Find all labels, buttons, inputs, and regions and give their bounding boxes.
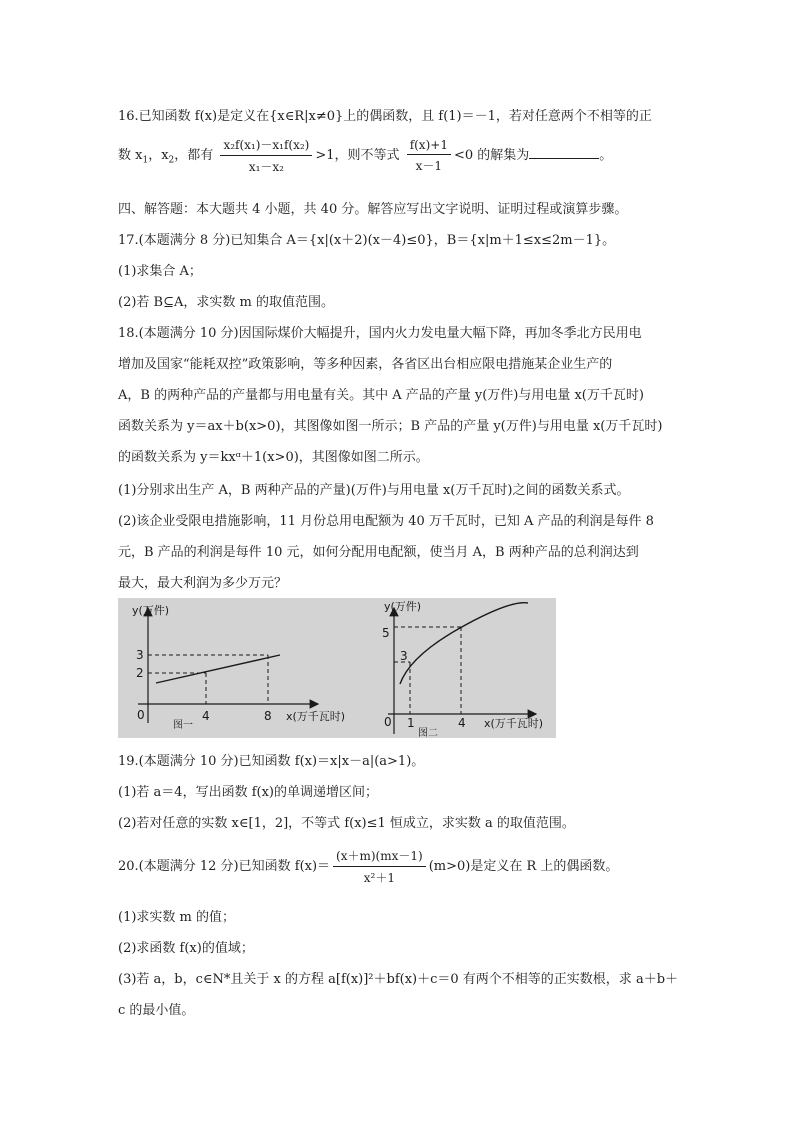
- q20-frac-denominator: x²＋1: [363, 871, 395, 885]
- q18-line5: 的函数关系为 y＝kxᵅ＋1(x>0)，其图像如图二所示。: [118, 450, 429, 465]
- q18-part1: (1)分别求出生产 A，B 两种产品的产量)(万件)与用电量 x(万千瓦时)之间的函数关系式。: [118, 483, 630, 498]
- fig1-line-segment: [156, 655, 280, 683]
- q19-stem: 19.(本题满分 10 分)已知函数 f(x)＝x|x－a|(a>1)。: [118, 754, 425, 769]
- fig1-y-label: y(万件): [132, 604, 170, 617]
- q16-pre: 数 x: [118, 148, 143, 163]
- q16-pre2: ，x: [148, 148, 169, 163]
- q19-part2: (2)若对任意的实数 x∈[1，2]，不等式 f(x)≤1 恒成立，求实数 a 的取值范围。: [118, 816, 575, 831]
- figure-2-graph: [382, 599, 543, 738]
- fig2-tick-x1: 1: [407, 716, 415, 730]
- q20-part3-line2: c 的最小值。: [118, 1003, 195, 1018]
- q17-part1: (1)求集合 A；: [118, 264, 202, 279]
- q20-fraction: [333, 847, 426, 886]
- answer-blank: [529, 146, 599, 159]
- q19-part1: (1)若 a＝4，写出函数 f(x)的单调递增区间；: [118, 785, 378, 800]
- q18-line2: 增加及国家“能耗双控”政策影响，等多种因素，各省区出台相应限电措施某企业生产的: [118, 357, 613, 372]
- q16-line2: 数 $x_1$，$x_2$，都有 $\frac{\text{x₂f(x₁)－x₁f(x₂)}}{\text{x₁－x₂}}$ >1，则不等式 $\frac{f(x)+1}{x-1}$ <0 的解集为 。: [118, 137, 613, 174]
- q20-post: (m>0)是定义在 R 上的偶函数。: [428, 859, 619, 874]
- q20-part2: (2)求函数 f(x)的值域；: [118, 941, 254, 956]
- fig2-tick-y5: 5: [382, 626, 390, 640]
- q16-line1: 16.已知函数 f(x)是定义在{x∈R|x≠0}上的偶函数，且 f(1)＝－1，若对任意两个不相等的正: [118, 109, 652, 124]
- fig2-x-label: x(万千瓦时): [484, 717, 544, 730]
- q20-part1: (1)求实数 m 的值；: [118, 910, 236, 925]
- q16-mid: >1，则不等式: [315, 148, 400, 163]
- q16-post: <0 的解集为: [453, 148, 530, 163]
- q16-frac1-denominator: x₁－x₂: [248, 160, 284, 174]
- fig2-curve: [400, 603, 528, 684]
- q18-part2-line2: 元，B 产品的利润是每件 10 元，如何分配用电配额，使当月 A，B 两种产品的总利润达到: [118, 545, 639, 560]
- fig1-caption: 图一: [173, 720, 193, 731]
- fig2-caption: 图二: [418, 728, 438, 738]
- fig1-tick-y3: 3: [136, 648, 144, 662]
- q16-end: 。: [599, 148, 613, 163]
- q20-stem: [118, 847, 618, 886]
- q17-stem: 17.(本题满分 8 分)已知集合 A＝{x|(x＋2)(x－4)≤0}，B＝{x|m＋1≤x≤2m－1}。: [118, 233, 616, 248]
- q18-part2-line1: (2)该企业受限电措施影响，11 月份总用电配额为 40 万千瓦时，已知 A 产品的利润是每件 8: [118, 514, 654, 529]
- fig1-tick-y2: 2: [136, 666, 144, 680]
- q18-line4: 函数关系为 y＝ax＋b(x>0)，其图像如图一所示；B 产品的产量 y(万件)与用电量 x(万千瓦时): [118, 419, 663, 434]
- fig2-origin: 0: [384, 715, 392, 729]
- fig1-tick-x8: 8: [264, 709, 272, 723]
- q18-figures: [118, 598, 556, 738]
- fig1-x-label: x(万千瓦时): [286, 710, 346, 723]
- fig2-tick-x4: 4: [458, 716, 466, 730]
- q16-frac2-numerator: f(x)+1: [407, 138, 451, 155]
- fig2-tick-y3: 3: [400, 649, 408, 663]
- q18-line3: A，B 的两种产品的产量都与用电量有关。其中 A 产品的产量 y(万件)与用电量 x(万千瓦时): [118, 388, 644, 403]
- q18-part2-line3: 最大，最大利润为多少万元？: [118, 576, 288, 591]
- q16-fraction-2: [407, 138, 451, 174]
- q16-frac2-denominator: x－1: [415, 158, 443, 173]
- q16-frac1-numerator: x₂f(x₁)－x₁f(x₂): [220, 136, 312, 156]
- fig2-y-label: y(万件): [384, 600, 422, 613]
- q16-fraction-1: [220, 136, 312, 175]
- section-heading: 四、解答题：本大题共 4 小题，共 40 分。解答应写出文字说明、证明过程或演算步骤。: [118, 202, 628, 217]
- fig1-origin: 0: [137, 708, 145, 722]
- fig1-tick-x4: 4: [202, 709, 210, 723]
- figure-1-graph: [132, 603, 345, 731]
- q18-line1: 18.(本题满分 10 分)因国际煤价大幅提升，国内火力发电量大幅下降，再加冬季北方民用电: [118, 326, 642, 341]
- q20-pre: 20.(本题满分 12 分)已知函数 f(x)＝: [118, 859, 331, 874]
- q20-frac-numerator: (x＋m)(mx－1): [333, 847, 426, 867]
- q16-pre3: ，都有: [174, 148, 214, 163]
- q20-part3-line1: (3)若 a，b，c∈N*且关于 x 的方程 a[f(x)]²＋bf(x)＋c＝0 有两个不相等的正实数根，求 a＋b＋: [118, 972, 679, 987]
- q17-part2: (2)若 B⊆A，求实数 m 的取值范围。: [118, 295, 334, 310]
